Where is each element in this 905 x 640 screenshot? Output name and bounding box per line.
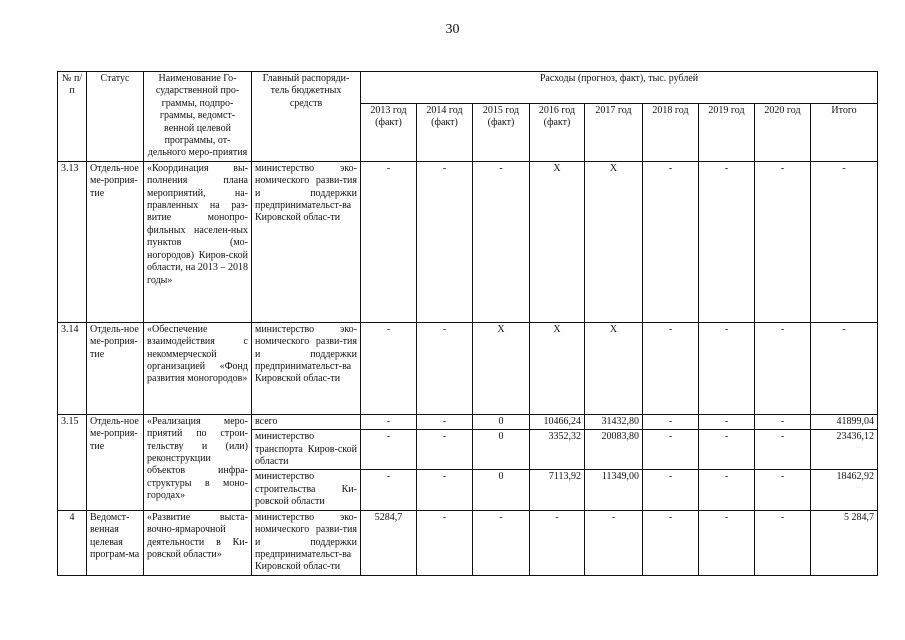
cell-total: 41899,04 — [811, 414, 878, 429]
cell-value: 11349,00 — [585, 470, 643, 510]
table-row — [58, 161, 878, 322]
cell-value: - — [361, 322, 417, 414]
cell-value: 0 — [473, 414, 530, 429]
cell-value: 5284,7 — [361, 510, 417, 575]
cell-value: 3352,32 — [530, 430, 585, 470]
cell-value: - — [699, 161, 755, 322]
row-num: 4 — [58, 510, 87, 575]
row-name: «Реализация меро-приятий по строи-тельству и (или) реконструкции объектов инфра-структуры в моно-городах» — [144, 414, 252, 510]
header-year: 2014 год (факт) — [417, 104, 473, 162]
cell-value: 0 — [473, 470, 530, 510]
cell-value: - — [755, 414, 811, 429]
budget-table — [57, 71, 878, 576]
cell-value: Х — [473, 322, 530, 414]
row-manager: министерство строительства Ки-ровской области — [252, 470, 361, 510]
cell-value: - — [643, 322, 699, 414]
header-year: 2018 год — [643, 104, 699, 162]
cell-value: - — [643, 430, 699, 470]
cell-value: 0 — [473, 430, 530, 470]
cell-total: 18462,92 — [811, 470, 878, 510]
cell-value: - — [361, 161, 417, 322]
row-status: Отдель-ное ме-роприя-тие — [87, 161, 144, 322]
header-year: 2016 год (факт) — [530, 104, 585, 162]
cell-value: - — [755, 161, 811, 322]
cell-total: 23436,12 — [811, 430, 878, 470]
header-year: 2019 год — [699, 104, 755, 162]
cell-value: - — [643, 510, 699, 575]
cell-value: - — [417, 161, 473, 322]
cell-value: Х — [530, 161, 585, 322]
cell-value: - — [699, 322, 755, 414]
cell-value: - — [755, 510, 811, 575]
cell-value: - — [755, 470, 811, 510]
cell-value: Х — [585, 161, 643, 322]
row-manager: министерство эко-номического разви-тия и поддержки предпринимательст-ва Кировской облас-ти — [252, 161, 361, 322]
page-number: 30 — [445, 22, 460, 37]
cell-value: - — [585, 510, 643, 575]
header-row — [58, 72, 878, 104]
row-num: 3.14 — [58, 322, 87, 414]
cell-value: - — [699, 414, 755, 429]
header-total: Итого — [811, 104, 878, 162]
cell-value: Х — [585, 322, 643, 414]
cell-value: - — [755, 322, 811, 414]
cell-value: - — [361, 470, 417, 510]
cell-total: - — [811, 322, 878, 414]
row-manager: министерство транспорта Киров-ской области — [252, 430, 361, 470]
cell-value: - — [699, 470, 755, 510]
cell-value: - — [417, 470, 473, 510]
header-year: 2013 год (факт) — [361, 104, 417, 162]
cell-value: 7113,92 — [530, 470, 585, 510]
cell-value: - — [643, 414, 699, 429]
header-year: 2017 год — [585, 104, 643, 162]
cell-value: 20083,80 — [585, 430, 643, 470]
row-status: Ведомст-венная целевая програм-ма — [87, 510, 144, 575]
header-year: 2015 год (факт) — [473, 104, 530, 162]
cell-value: - — [361, 414, 417, 429]
row-num: 3.13 — [58, 161, 87, 322]
cell-value: - — [699, 510, 755, 575]
header-manager: Главный распоряди-тель бюджетных средств — [252, 72, 361, 162]
row-name: «Обеспечение взаимодействия с некоммерческой организацией «Фонд развития моногородов» — [144, 322, 252, 414]
row-status: Отдель-ное ме-роприя-тие — [87, 414, 144, 510]
cell-total: - — [811, 161, 878, 322]
row-manager: министерство эко-номического разви-тия и поддержки предпринимательст-ва Кировской облас-ти — [252, 322, 361, 414]
row-num: 3.15 — [58, 414, 87, 510]
cell-value: - — [643, 470, 699, 510]
header-num: № п/п — [58, 72, 87, 162]
cell-value: - — [755, 430, 811, 470]
cell-value: - — [473, 161, 530, 322]
cell-value: Х — [530, 322, 585, 414]
cell-value: - — [473, 510, 530, 575]
cell-value: - — [417, 414, 473, 429]
row-manager: министерство эко-номического разви-тия и поддержки предпринимательст-ва Кировской облас-ти — [252, 510, 361, 575]
header-name: Наименование Го-сударственной про-граммы, подпро-граммы, ведомст-венной целевой программы, от-дельного меро-приятия — [144, 72, 252, 162]
cell-total: 5 284,7 — [811, 510, 878, 575]
header-status: Статус — [87, 72, 144, 162]
cell-value: - — [417, 430, 473, 470]
cell-value: - — [417, 510, 473, 575]
cell-value: - — [699, 430, 755, 470]
cell-value: - — [643, 161, 699, 322]
row-name: «Развитие выста-вочно-ярмарочной деятельности в Ки-ровской области» — [144, 510, 252, 575]
cell-value: 10466,24 — [530, 414, 585, 429]
header-year: 2020 год — [755, 104, 811, 162]
cell-value: - — [361, 430, 417, 470]
table-row — [58, 414, 878, 429]
cell-value: - — [530, 510, 585, 575]
row-manager: всего — [252, 414, 361, 429]
header-expenses: Расходы (прогноз, факт), тыс. рублей — [361, 72, 878, 104]
table-row — [58, 322, 878, 414]
table-row — [58, 510, 878, 575]
cell-value: - — [417, 322, 473, 414]
row-name: «Координация вы-полнения плана мероприятий, на-правленных на раз-витие монопро-фильных населен-ных пунктов (мо-ногородов) Киров-ской области, на 2013 – 2018 годы» — [144, 161, 252, 322]
cell-value: 31432,80 — [585, 414, 643, 429]
row-status: Отдель-ное ме-роприя-тие — [87, 322, 144, 414]
